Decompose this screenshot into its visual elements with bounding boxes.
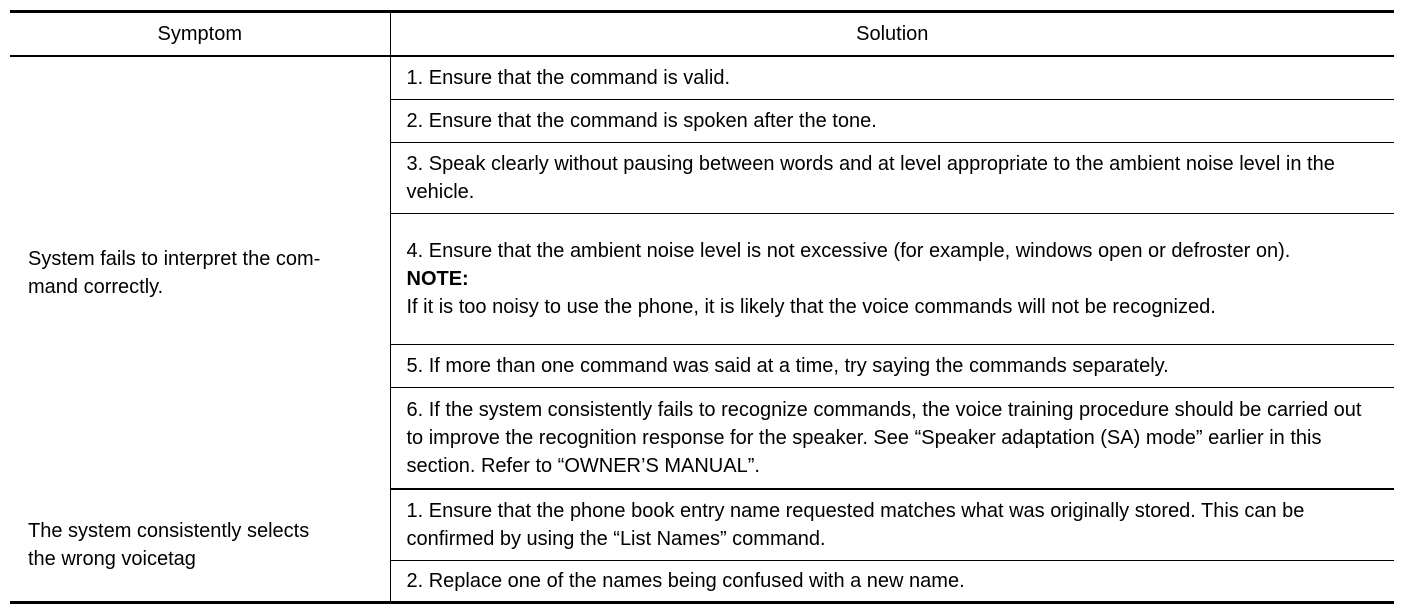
symptom-text: System fails to interpret the com- mand correctly. — [28, 248, 321, 298]
note-label: NOTE: — [406, 267, 469, 290]
solution-text: 4. Ensure that the ambient noise level is not excessive (for example, windows open or defroster on). — [406, 239, 1291, 262]
solution-cell: 2. Ensure that the command is spoken after the tone. — [390, 99, 1394, 142]
symptom-text: The system consistently selects the wrong voicetag — [28, 519, 310, 570]
symptom-cell — [10, 56, 390, 489]
table-row — [10, 489, 1394, 560]
troubleshooting-table-container — [10, 10, 1394, 604]
solution-cell: 5. If more than one command was said at a time, try saying the commands separately. — [390, 344, 1394, 387]
solution-cell: 6. If the system consistently fails to recognize commands, the voice training procedure should be carried out to improve the recognition response for the speaker. See “Speaker adaptation (SA) mode” earlier in this section. Refer to “OWNER’S MANUAL”. — [390, 387, 1394, 489]
troubleshooting-table — [10, 10, 1394, 604]
symptom-column-header: Symptom — [10, 12, 390, 57]
header-row — [10, 12, 1394, 57]
note-text: If it is too noisy to use the phone, it is likely that the voice commands will not be recognized. — [406, 295, 1216, 318]
solution-cell — [390, 213, 1394, 344]
solution-cell: 3. Speak clearly without pausing between words and at level appropriate to the ambient noise level in the vehicle. — [390, 142, 1394, 213]
table-row — [10, 56, 1394, 99]
symptom-cell — [10, 489, 390, 602]
solution-column-header: Solution — [390, 12, 1394, 57]
solution-cell: 1. Ensure that the phone book entry name requested matches what was originally stored. This can be confirmed by using the “List Names” command. — [390, 489, 1394, 560]
solution-cell: 2. Replace one of the names being confused with a new name. — [390, 560, 1394, 602]
solution-cell: 1. Ensure that the command is valid. — [390, 56, 1394, 99]
